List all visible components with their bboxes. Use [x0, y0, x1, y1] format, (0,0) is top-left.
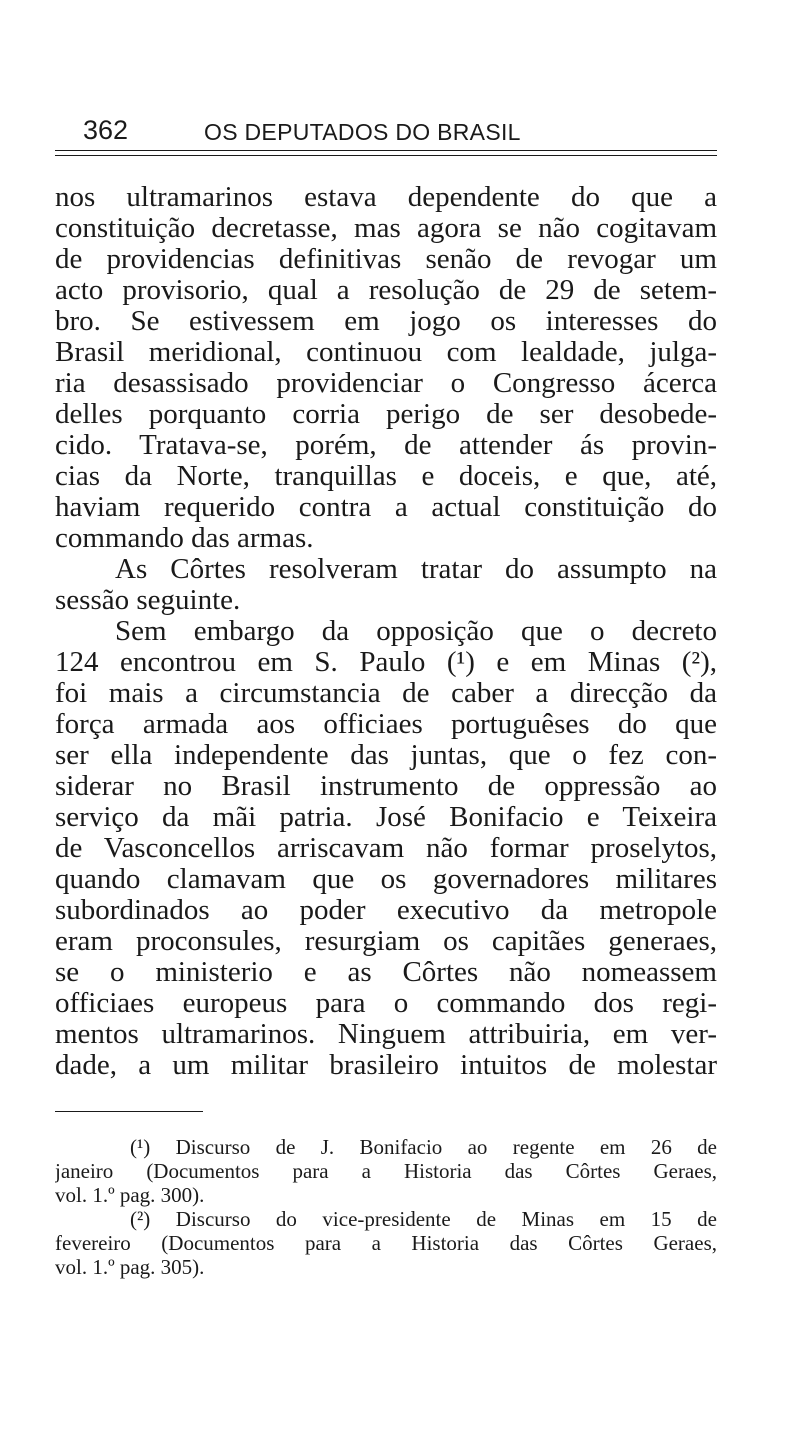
text-line: subordinados ao poder executivo da metropole — [55, 895, 717, 926]
text-line: dade, a um militar brasileiro intuitos de molestar — [55, 1050, 717, 1081]
text-line: commando das armas. — [55, 523, 314, 554]
text-line: nos ultramarinos estava dependente do que a — [55, 182, 717, 213]
text-line: ser ella independente das juntas, que o fez con- — [55, 740, 717, 771]
text-line: siderar no Brasil instrumento de oppressão ao — [55, 771, 717, 802]
text-line: officiaes europeus para o commando dos regi- — [55, 988, 717, 1019]
footnote-rule — [55, 1111, 203, 1112]
text-line: de providencias definitivas senão de revogar um — [55, 244, 717, 275]
footnote-line: janeiro (Documentos para a Historia das Côrtes Geraes, — [55, 1159, 717, 1183]
header-rule-double — [55, 155, 717, 156]
text-line: Brasil meridional, continuou com lealdade, julga- — [55, 337, 717, 368]
page-number: 362 — [83, 115, 129, 145]
text-line: serviço da mãi patria. José Bonifacio e Teixeira — [55, 802, 717, 833]
text-line: haviam requerido contra a actual constituição do — [55, 492, 717, 523]
text-line: constituição decretasse, mas agora se não cogitavam — [55, 213, 717, 244]
text-line: bro. Se estivessem em jogo os interesses do — [55, 306, 717, 337]
text-line: de Vasconcellos arriscavam não formar proselytos, — [55, 833, 717, 864]
footnote-line: vol. 1.º pag. 305). — [55, 1255, 205, 1279]
text-line: eram proconsules, resurgiam os capitães generaes, — [55, 926, 717, 957]
text-line: Sem embargo da opposição que o decreto — [115, 616, 717, 647]
text-line: cido. Tratava-se, porém, de attender ás provin- — [55, 430, 717, 461]
text-line: As Côrtes resolveram tratar do assumpto na — [115, 554, 717, 585]
text-line: cias da Norte, tranquillas e doceis, e que, até, — [55, 461, 717, 492]
text-line: foi mais a circumstancia de caber a direcção da — [55, 678, 717, 709]
footnote-line: (¹) Discurso de J. Bonifacio ao regente em 26 de — [130, 1135, 717, 1159]
text-line: 124 encontrou em S. Paulo (¹) e em Minas (²), — [55, 647, 717, 678]
footnote-line: (²) Discurso do vice-presidente de Minas em 15 de — [130, 1207, 717, 1231]
running-title: OS DEPUTADOS DO BRASIL — [204, 119, 521, 145]
text-line: mentos ultramarinos. Ninguem attribuiria, em ver- — [55, 1019, 717, 1050]
text-line: acto provisorio, qual a resolução de 29 de setem- — [55, 275, 717, 306]
footnotes — [55, 1135, 717, 1279]
body-text — [55, 182, 717, 1081]
page-header — [83, 113, 723, 149]
text-line: ria desassisado providenciar o Congresso ácerca — [55, 368, 717, 399]
header-rule — [55, 150, 717, 151]
text-line: delles porquanto corria perigo de ser desobede- — [55, 399, 717, 430]
footnote-line: vol. 1.º pag. 300). — [55, 1183, 205, 1207]
text-line: quando clamavam que os governadores militares — [55, 864, 717, 895]
text-line: força armada aos officiaes portuguêses do que — [55, 709, 717, 740]
footnote-line: fevereiro (Documentos para a Historia das Côrtes Geraes, — [55, 1231, 717, 1255]
text-line: se o ministerio e as Côrtes não nomeassem — [55, 957, 717, 988]
text-line: sessão seguinte. — [55, 585, 241, 616]
